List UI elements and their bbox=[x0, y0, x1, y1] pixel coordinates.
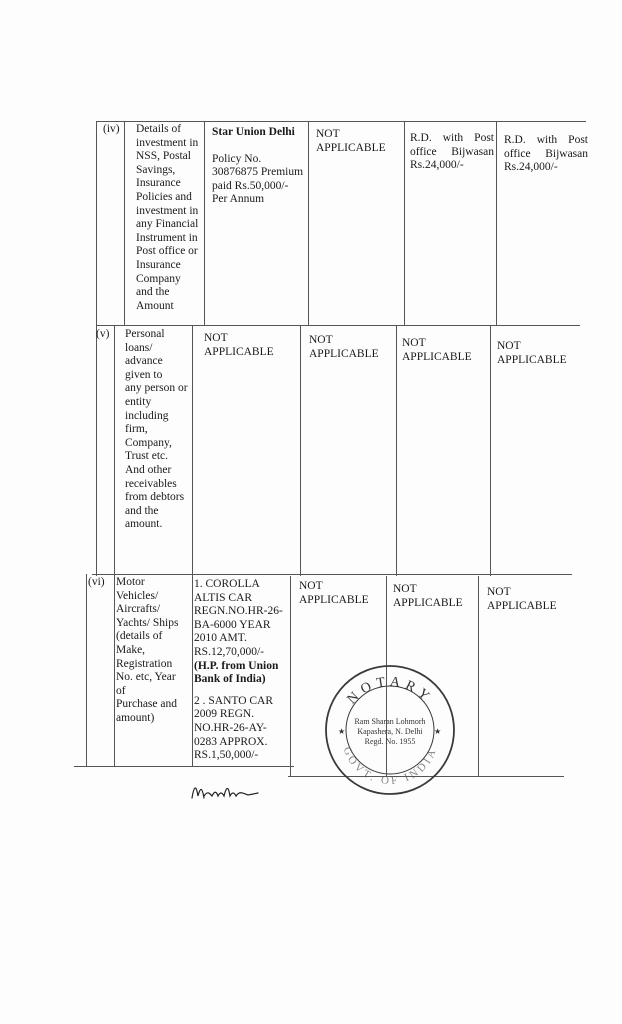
vehicle-line: 0283 APPROX. bbox=[194, 735, 268, 748]
cell-line: APPLICABLE bbox=[393, 596, 463, 609]
description-line: Instrument in bbox=[136, 231, 198, 244]
row-number: (v) bbox=[96, 328, 110, 340]
description-line: Purchase and bbox=[116, 698, 177, 711]
cell-line: NOT bbox=[309, 334, 333, 346]
cell-line: NOT bbox=[393, 583, 417, 595]
description-line: Registration bbox=[116, 657, 173, 670]
description-line: Yachts/ Ships bbox=[116, 616, 179, 629]
policy-line: 30876875 Premium bbox=[212, 166, 304, 179]
cell-vehicles bbox=[194, 578, 288, 763]
description-line: and the bbox=[136, 286, 170, 299]
cell-line: APPLICABLE bbox=[309, 347, 379, 360]
description-line: receivables bbox=[125, 477, 177, 490]
description-line: Company, bbox=[125, 436, 172, 449]
cell-line: APPLICABLE bbox=[487, 599, 557, 612]
table-line bbox=[86, 574, 87, 766]
description-line: Company bbox=[136, 272, 181, 285]
policy-line: Policy No. bbox=[212, 152, 262, 165]
cell-not-applicable bbox=[393, 583, 463, 610]
policy-line: paid Rs.50,000/- bbox=[212, 179, 289, 192]
description-line: Insurance bbox=[136, 177, 181, 190]
vehicle-line: 1. COROLLA bbox=[194, 578, 260, 590]
description-line: from debtors bbox=[125, 491, 185, 504]
description-line: Amount bbox=[136, 299, 174, 312]
description-line: Motor bbox=[116, 576, 145, 588]
cell-line: APPLICABLE bbox=[299, 593, 369, 606]
cell-not-applicable bbox=[316, 128, 402, 155]
description-line: amount) bbox=[116, 711, 155, 724]
table-line bbox=[496, 121, 497, 325]
cell-line: NOT bbox=[299, 580, 323, 592]
description-line: amount. bbox=[125, 518, 163, 531]
table-line bbox=[192, 325, 193, 766]
description-line: Details of bbox=[136, 123, 182, 135]
description-line: firm, bbox=[125, 423, 148, 436]
description-line: No. etc, Year bbox=[116, 671, 176, 684]
description-line: Make, bbox=[116, 643, 146, 656]
table-line bbox=[396, 325, 397, 576]
svg-text:Ram Sharan Lohmorh: Ram Sharan Lohmorh bbox=[354, 717, 426, 726]
table-line bbox=[478, 576, 479, 776]
cell-line: NOT bbox=[402, 337, 426, 349]
table-line bbox=[308, 121, 309, 325]
description-line: Personal bbox=[125, 328, 165, 340]
description-line: entity bbox=[125, 395, 152, 408]
cell-rd-investment bbox=[410, 132, 494, 173]
description-line: any Financial bbox=[136, 218, 199, 231]
cell-line: APPLICABLE bbox=[402, 350, 472, 363]
row-description bbox=[125, 328, 191, 532]
description-line: And other bbox=[125, 463, 172, 476]
cell-line: NOT bbox=[497, 340, 521, 352]
table-line bbox=[96, 121, 97, 576]
cell-line: APPLICABLE bbox=[204, 345, 274, 358]
description-line: including bbox=[125, 409, 169, 422]
vehicle-line: BA-6000 YEAR bbox=[194, 618, 271, 631]
row-number: (iv) bbox=[103, 123, 120, 135]
svg-text:NOTARY: NOTARY bbox=[344, 674, 436, 708]
table-line bbox=[114, 325, 115, 766]
cell-not-applicable bbox=[497, 340, 567, 367]
svg-text:★: ★ bbox=[434, 727, 442, 736]
table-line bbox=[204, 121, 205, 325]
description-line: given to bbox=[125, 368, 163, 381]
description-line: investment in bbox=[136, 136, 199, 149]
description-line: Aircrafts/ bbox=[116, 603, 161, 616]
cell-line: Rs.24,000/- bbox=[504, 161, 558, 174]
table-line bbox=[96, 325, 580, 326]
cell-not-applicable bbox=[204, 332, 274, 359]
svg-text:★: ★ bbox=[338, 727, 346, 736]
cell-policy bbox=[212, 126, 306, 207]
vehicle-line: NO.HR-26-AY- bbox=[194, 721, 267, 734]
row-number: (vi) bbox=[88, 576, 105, 588]
description-line: Vehicles/ bbox=[116, 589, 159, 602]
cell-line: NOT bbox=[316, 128, 340, 140]
cell-line: office Bijwasan bbox=[410, 145, 494, 158]
cell-line: NOT bbox=[487, 586, 511, 598]
description-line: Savings, bbox=[136, 163, 176, 176]
table-line bbox=[290, 576, 291, 776]
description-line: NSS, Postal bbox=[136, 150, 191, 163]
vehicle-line: RS.12,70,000/- bbox=[194, 645, 264, 658]
table-line bbox=[124, 121, 125, 325]
policy-heading: Star Union Delhi bbox=[212, 126, 295, 138]
description-line: and the bbox=[125, 504, 159, 517]
vehicle-line: 2009 REGN. bbox=[194, 708, 255, 721]
description-line: Policies and bbox=[136, 190, 192, 203]
vehicle-line: 2010 AMT. bbox=[194, 632, 247, 645]
table-line bbox=[96, 121, 586, 122]
signature bbox=[188, 778, 268, 806]
description-line: any person or bbox=[125, 382, 188, 395]
cell-line: R.D. with Post bbox=[504, 134, 588, 146]
svg-text:Regd. No. 1955: Regd. No. 1955 bbox=[364, 737, 416, 746]
description-line: Trust etc. bbox=[125, 450, 169, 463]
row-description bbox=[136, 123, 202, 313]
cell-rd-investment bbox=[504, 134, 588, 175]
vehicle-line: RS.1,50,000/- bbox=[194, 749, 259, 762]
table-line bbox=[300, 325, 301, 576]
description-line: Insurance bbox=[136, 258, 181, 271]
svg-text:GOVT. OF INDIA: GOVT. OF INDIA bbox=[340, 745, 440, 788]
cell-line: APPLICABLE bbox=[316, 141, 386, 154]
description-line: Post office or bbox=[136, 245, 198, 258]
table-line bbox=[404, 121, 405, 325]
notary-stamp bbox=[322, 662, 458, 798]
cell-not-applicable bbox=[309, 334, 379, 361]
cell-line: APPLICABLE bbox=[497, 353, 567, 366]
cell-not-applicable bbox=[402, 337, 472, 364]
policy-line: Per Annum bbox=[212, 193, 265, 206]
description-line: of bbox=[116, 684, 126, 697]
cell-not-applicable bbox=[299, 580, 369, 607]
vehicle-line: REGN.NO.HR-26- bbox=[194, 605, 283, 618]
svg-text:Kapashera, N. Delhi: Kapashera, N. Delhi bbox=[357, 727, 423, 736]
cell-line: R.D. with Post bbox=[410, 132, 494, 144]
table-line bbox=[74, 766, 294, 767]
cell-line: Rs.24,000/- bbox=[410, 159, 464, 172]
description-line: advance bbox=[125, 355, 163, 368]
table-line bbox=[92, 574, 572, 575]
cell-line: NOT bbox=[204, 332, 228, 344]
vehicle-line: 2 . SANTO CAR bbox=[194, 694, 274, 707]
cell-not-applicable bbox=[487, 586, 557, 613]
row-description bbox=[116, 576, 192, 726]
cell-line: office Bijwasan bbox=[504, 147, 588, 160]
table-line bbox=[490, 325, 491, 576]
description-line: (details of bbox=[116, 630, 163, 643]
vehicle-line: Bank of India) bbox=[194, 673, 266, 686]
vehicle-line: ALTIS CAR bbox=[194, 591, 253, 604]
vehicle-line: (H.P. from Union bbox=[194, 659, 279, 672]
description-line: loans/ bbox=[125, 341, 153, 354]
description-line: investment in bbox=[136, 204, 199, 217]
